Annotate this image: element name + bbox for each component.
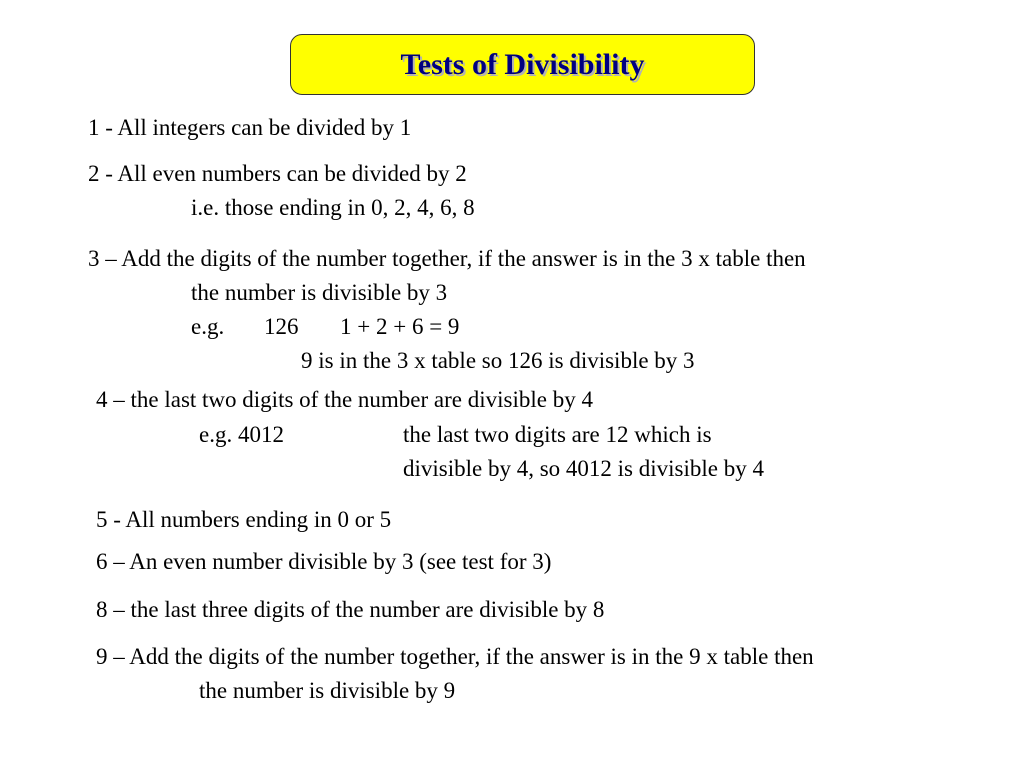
rule-9: 9 – Add the digits of the number together, if the answer is in the 9 x table then [96,644,814,669]
rule-2-note: i.e. those ending in 0, 2, 4, 6, 8 [191,195,475,220]
rule-3-example-conclusion: 9 is in the 3 x table so 126 is divisible by 3 [301,348,695,373]
rule-9-continued: the number is divisible by 9 [199,678,456,703]
rule-3-example-label: e.g. [191,314,225,339]
rule-4: 4 – the last two digits of the number are divisible by 4 [96,387,593,412]
title-box [290,34,755,95]
rule-3-example-number: 126 [264,314,299,339]
rule-6: 6 – An even number divisible by 3 (see test for 3) [96,549,552,574]
rule-5: 5 - All numbers ending in 0 or 5 [96,507,392,532]
rule-1: 1 - All integers can be divided by 1 [88,115,412,140]
rule-3: 3 – Add the digits of the number together, if the answer is in the 3 x table then [88,246,806,271]
rule-8: 8 – the last three digits of the number are divisible by 8 [96,597,605,622]
rule-3-continued: the number is divisible by 3 [191,280,448,305]
rule-4-explanation-2: divisible by 4, so 4012 is divisible by 4 [403,456,764,481]
rule-3-example-sum: 1 + 2 + 6 = 9 [340,314,460,339]
rule-2: 2 - All even numbers can be divided by 2 [88,161,467,186]
slide-title: Tests of Divisibility [400,47,645,81]
rule-4-example: e.g. 4012 [199,422,284,447]
rule-4-explanation-1: the last two digits are 12 which is [403,422,712,447]
